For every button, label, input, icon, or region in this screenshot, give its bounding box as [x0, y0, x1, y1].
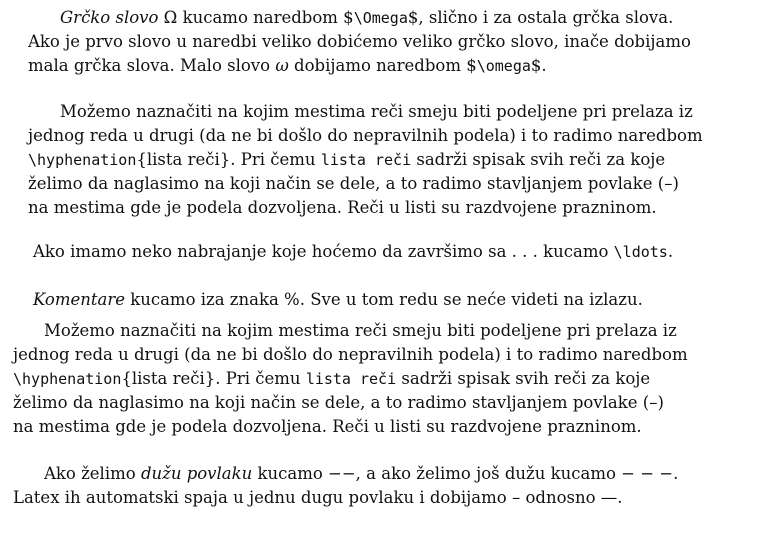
p3-line-1 — [33, 240, 673, 264]
p1-text: $, slično i za ostala grčka slova. — [407, 8, 674, 27]
p1-text: Ω kucamo naredbom $ — [158, 8, 354, 27]
p5-line-5: na mestima gde je podela dozvoljena. Reči u listi su razdvojene prazninom. — [13, 417, 642, 436]
p4-italic-term: Komentare — [33, 290, 125, 309]
p2-line-2: jednog reda u drugi (da ne bi došlo do nepravilnih podela) i to radimo naredbom — [28, 126, 703, 145]
p5-code: \hyphenation — [13, 370, 122, 388]
p6-line-1 — [44, 462, 678, 485]
p1-code: \omega — [476, 57, 531, 75]
p5-line-4: želimo da naglasimo na koji način se dele, a to radimo stavljanjem povlake (–) — [13, 393, 664, 412]
p2-text: {lista reči}. Pri čemu — [136, 150, 321, 169]
p3-text: . — [667, 242, 674, 261]
p6-line-2: Latex ih automatski spaja u jednu dugu povlaku i dobijamo – odnosno —. — [13, 488, 623, 507]
p1-italic-term: Grčko slovo — [60, 8, 159, 27]
p2-line-1: Možemo naznačiti na kojim mestima reči smeju biti podeljene pri prelaza iz — [60, 102, 693, 121]
p5-line-1: Možemo naznačiti na kojim mestima reči smeju biti podeljene pri prelaza iz — [44, 321, 677, 340]
p1-line-1 — [60, 6, 673, 30]
p5-text: {lista reči}. Pri čemu — [121, 369, 306, 388]
p1-italic-symbol: ω — [275, 56, 289, 75]
p5-code: lista reči — [305, 370, 397, 388]
p4-line-1 — [33, 288, 643, 311]
p1-line-3 — [28, 54, 547, 78]
p6-italic-term: dužu povlaku — [140, 464, 253, 483]
p4-text: kucamo iza znaka %. Sve u tom redu se neće videti na izlazu. — [124, 290, 643, 309]
p2-line-4: želimo da naglasimo na koji način se dele, a to radimo stavljanjem povlake (–) — [28, 174, 679, 193]
p5-line-3 — [13, 367, 650, 391]
p2-line-3 — [28, 148, 665, 172]
p5-text: sadrži spisak svih reči za koje — [396, 369, 651, 388]
p1-line-2: Ako je prvo slovo u naredbi veliko dobićemo veliko grčko slovo, inače dobijamo — [28, 32, 691, 51]
p3-code: \ldots — [613, 243, 668, 261]
p2-code: \hyphenation — [28, 151, 137, 169]
p1-code: \Omega — [353, 9, 408, 27]
p3-text: Ako imamo neko nabrajanje koje hoćemo da završimo sa . . . kucamo — [33, 242, 614, 261]
p1-text: dobijamo naredbom $ — [288, 56, 477, 75]
p2-line-5: na mestima gde je podela dozvoljena. Reči u listi su razdvojene prazninom. — [28, 198, 657, 217]
p2-code: lista reči — [320, 151, 412, 169]
p2-text: sadrži spisak svih reči za koje — [411, 150, 666, 169]
p6-text: kucamo −−, a ako želimo još dužu kucamo − − −. — [252, 464, 679, 483]
p1-text: $. — [530, 56, 547, 75]
p6-text: Ako želimo — [44, 464, 141, 483]
p5-line-2: jednog reda u drugi (da ne bi došlo do nepravilnih podela) i to radimo naredbom — [13, 345, 688, 364]
p1-text: mala grčka slova. Malo slovo — [28, 56, 276, 75]
